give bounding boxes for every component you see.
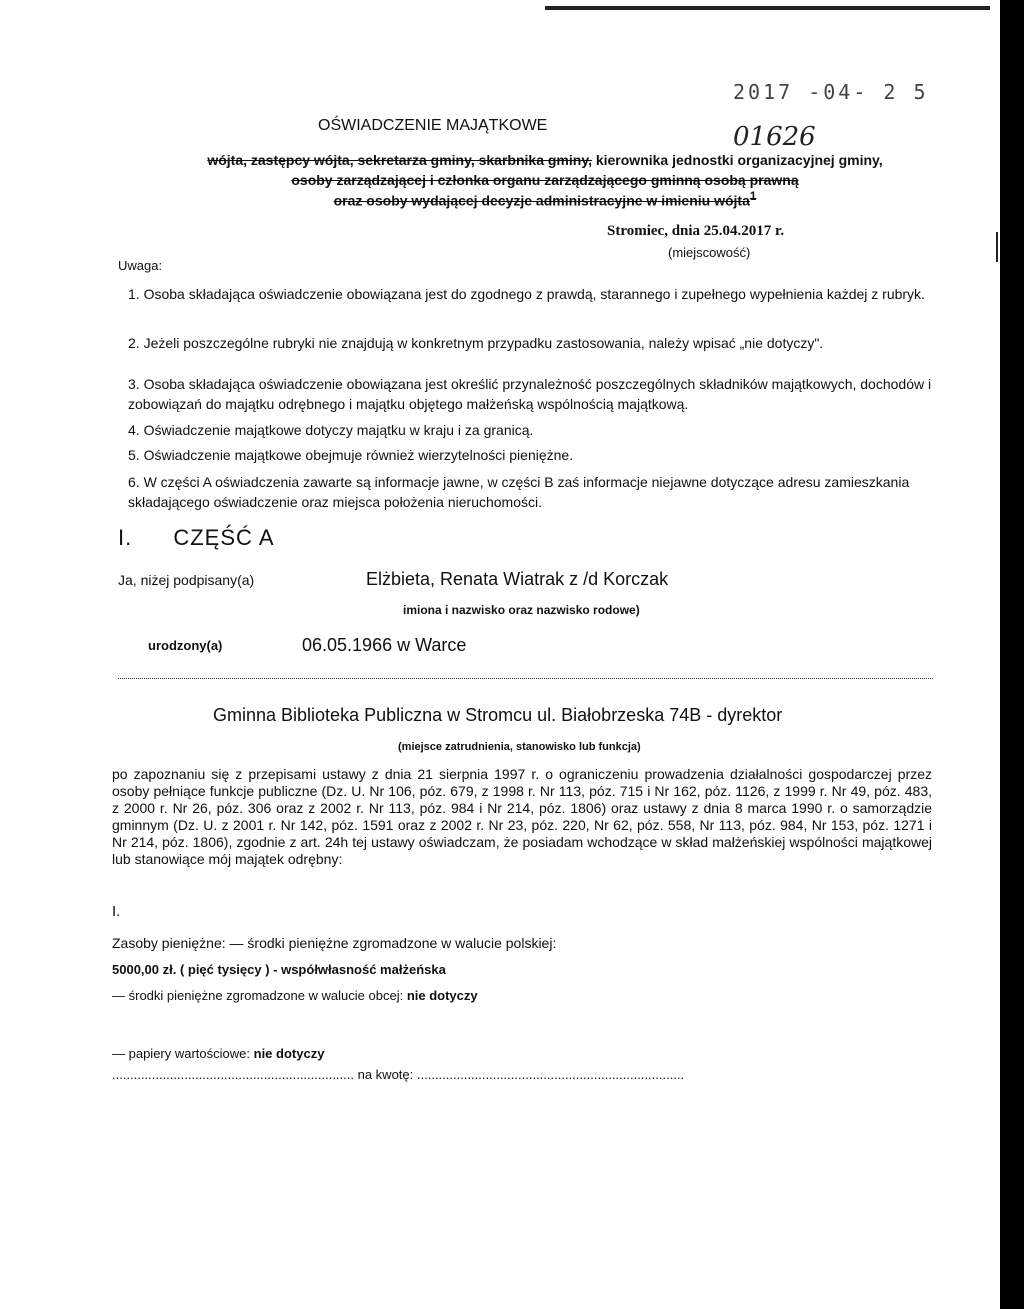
born-value: 06.05.1966 w Warce — [302, 635, 467, 655]
part-a-heading — [118, 525, 275, 551]
employment-value: Gminna Biblioteka Publiczna w Stromcu ul. Białobrzeska 74B - dyrektor — [213, 705, 783, 725]
registration-number: 01626 — [733, 122, 816, 152]
addressee-line-2: osoby zarządzającej i członka organu zarządzającego gminną osobą prawną — [291, 172, 799, 188]
footnote-mark: 1 — [749, 190, 757, 203]
securities-row — [112, 1046, 324, 1061]
note-item: 1. Osoba składająca oświadczenie obowiązana jest do zgodnego z prawdą, starannego i zupełnego wypełnienia każdej z rubryk. — [128, 286, 925, 302]
note-item: 6. W części A oświadczenia zawarte są informacje jawne, w części B zaś informacje niejawne dotyczące adresu zamieszkania składającego oświadczenie oraz miejsca położenia nieruchomości. — [128, 474, 910, 510]
securities-value: nie dotyczy — [253, 1046, 325, 1061]
margin-mark — [996, 232, 998, 262]
securities-amount-row — [112, 1067, 684, 1082]
part-a-number: I. — [118, 525, 133, 550]
cash-foreign-label: — środki pieniężne zgromadzone w walucie obcej: — [112, 988, 407, 1003]
place-caption: (miejscowość) — [668, 245, 751, 260]
cash-foreign-row — [112, 988, 478, 1003]
signer-caption: imiona i nazwisko oraz nazwisko rodowe) — [403, 603, 640, 617]
document-title: OŚWIADCZENIE MAJĄTKOWE — [318, 117, 548, 134]
top-scan-rule — [545, 6, 990, 10]
legal-basis-paragraph: po zapoznaniu się z przepisami ustawy z dnia 21 sierpnia 1997 r. o ograniczeniu prowadzenia działalności gospodarczej przez osoby pełniące funkcje publiczne (Dz. U. Nr 106, póz. 679, z 1998 r. Nr 113, póz. 715 i Nr 162, póz. 1126, z 1999 r. Nr 49, póz. 483, z 2000 r. Nr 26, póz. 306 oraz z 2002 r. Nr 113, póz. 984 i Nr 214, póz. 1806) oraz ustawy z dnia 8 marca 1990 r. o samorządzie gminnym (Dz. U. z 2001 r. Nr 142, póz. 1591 oraz z 2002 r. Nr 23, póz. 220, Nr 62, póz. 558, Nr 113, póz. 984, Nr 153, póz. 1271 i Nr 214, póz. 1806), zgodnie z art. 24h tej ustawy oświadczam, że posiadam wchodzące w skład małżeńskiej wspólności majątkowej lub stanowiące mój majątek odrębny: — [112, 766, 932, 867]
signer-label: Ja, niżej podpisany(a) — [118, 572, 255, 588]
note-item: 3. Osoba składająca oświadczenie obowiązana jest określić przynależność poszczególnych składników majątkowych, dochodów i zobowiązań do majątku odrębnego i majątku objętego małżeńską wspólnością majątkową. — [128, 376, 932, 412]
amount-label: na kwotę: — [354, 1067, 417, 1082]
addressee-line-3 — [145, 190, 945, 209]
signer-name-value: Elżbieta, Renata Wiatrak z /d Korczak — [366, 569, 669, 589]
received-date-stamp: 2017 -04- 2 5 — [733, 80, 929, 104]
securities-label: — papiery wartościowe: — [112, 1046, 254, 1061]
cash-foreign-value: nie dotyczy — [406, 988, 478, 1003]
born-label: urodzony(a) — [148, 638, 223, 653]
cash-pln-value: 5000,00 zł. ( pięć tysięcy ) - współwłasność małżeńska — [112, 962, 446, 977]
section-1-number: I. — [112, 903, 121, 920]
notes-label: Uwaga: — [118, 258, 163, 273]
amount-dots: ................................................................... — [112, 1067, 354, 1082]
place-and-date: Stromiec, dnia 25.04.2017 r. — [607, 223, 785, 239]
note-item: 2. Jeżeli poszczególne rubryki nie znajdują w konkretnym przypadku zastosowania, należy wpisać „nie dotyczy". — [128, 335, 824, 351]
addressee-line-3-text: oraz osoby wydającej decyzje administracyjne w imieniu wójta — [333, 192, 750, 209]
employment-caption: (miejsce zatrudnienia, stanowisko lub funkcja) — [398, 741, 641, 753]
amount-trailing-dots: .......................................................................... — [416, 1067, 685, 1082]
struck-addressee-text: wójta, zastępcy wójta, sekretarza gminy, skarbnika gminy, — [207, 152, 592, 168]
note-item: 5. Oświadczenie majątkowe obejmuje również wierzytelności pieniężne. — [128, 447, 574, 463]
kept-addressee-text: kierownika jednostki organizacyjnej gminy, — [591, 152, 883, 168]
note-item: 4. Oświadczenie majątkowe dotyczy majątku w kraju i za granicą. — [128, 422, 534, 438]
dotted-separator — [118, 677, 933, 679]
part-a-title: CZĘŚĆ A — [173, 525, 275, 550]
cash-pln-label: Zasoby pieniężne: — środki pieniężne zgromadzone w walucie polskiej: — [112, 935, 557, 951]
addressee-line-1 — [145, 152, 945, 168]
